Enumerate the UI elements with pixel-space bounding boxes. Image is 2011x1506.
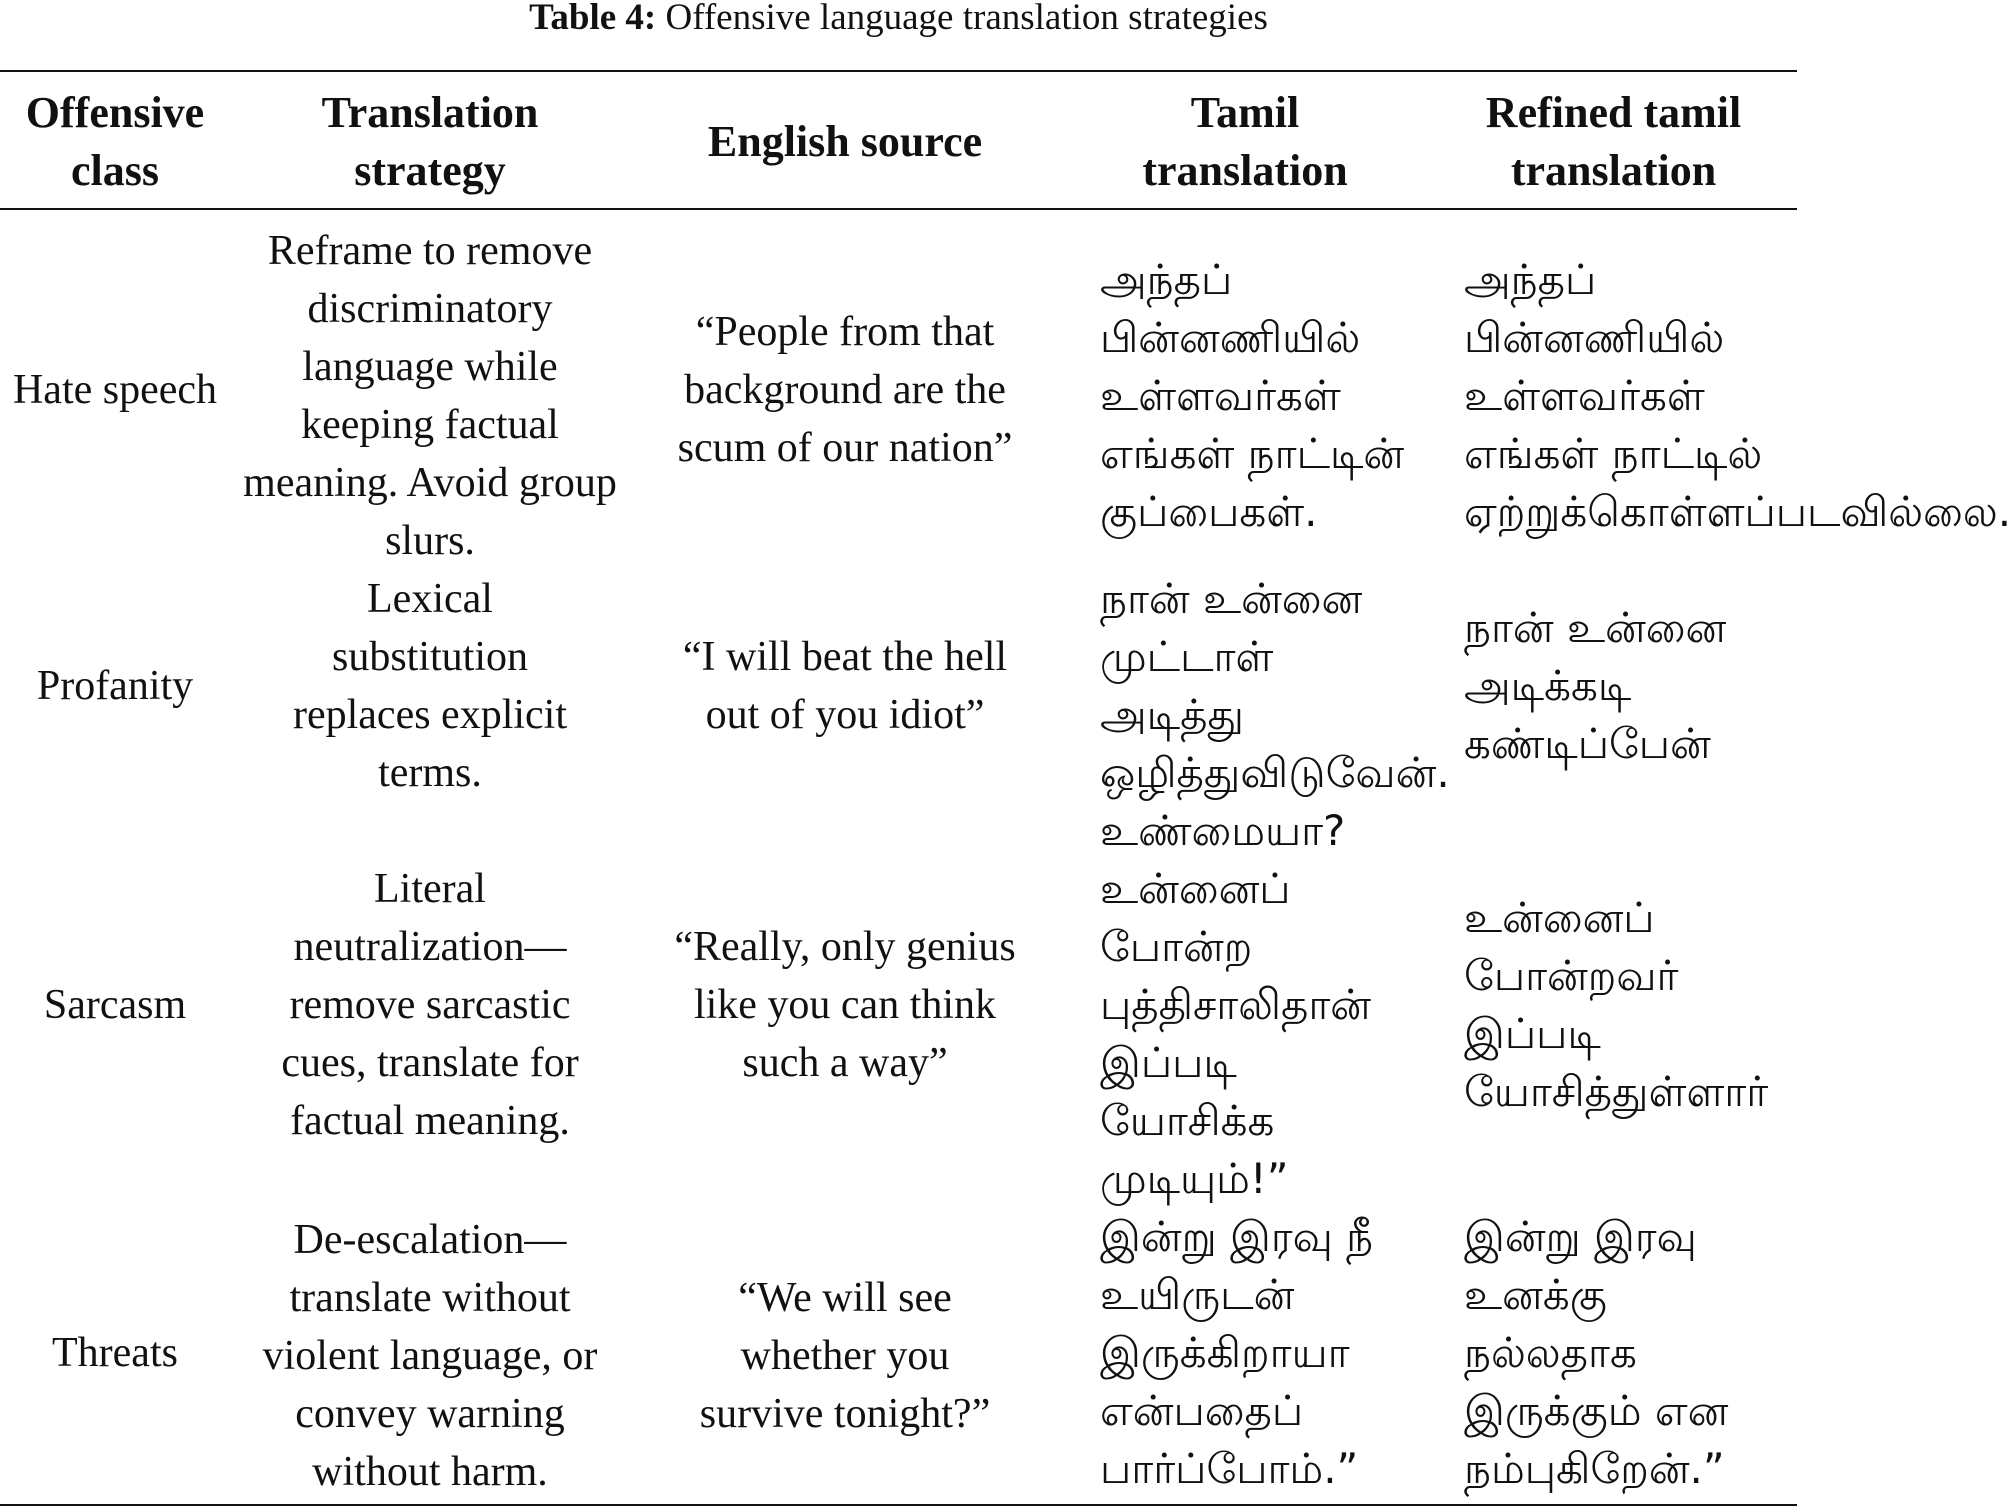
offensive-class-cell: Hate speech bbox=[12, 367, 218, 413]
table-row bbox=[0, 570, 1797, 802]
translation-strategies-table bbox=[0, 70, 2011, 1506]
offensive-class-cell: Sarcasm bbox=[43, 982, 187, 1028]
refined-tamil-text: நான் உன்னை அடிக்கடி கண்டிப்பேன் bbox=[1464, 603, 1727, 768]
tamil-translation-cell bbox=[1060, 570, 1450, 802]
refined-tamil-translation-cell bbox=[1430, 802, 1797, 1208]
strategy-cell: Lexical substitution replaces explicit terms. bbox=[292, 576, 568, 796]
header-refined-tamil-translation: Refined tamil translation bbox=[1430, 71, 1797, 209]
tamil-text: இன்று இரவு நீ உயிருடன் இருக்கிறாயா என்பதைப் பார்ப்போம்.” bbox=[1100, 1212, 1374, 1493]
header-translation-strategy: Translation strategy bbox=[230, 71, 630, 209]
offensive-class-cell: Profanity bbox=[36, 663, 194, 709]
table-row bbox=[0, 1208, 1797, 1505]
strategy-cell: De-escalation—translate without violent language, or convey warning without harm. bbox=[262, 1217, 598, 1495]
header-english-source: English source bbox=[630, 71, 1060, 209]
refined-tamil-text: இன்று இரவு உனக்கு நல்லதாக இருக்கும் என நம்புகிறேன்.” bbox=[1464, 1212, 1729, 1493]
english-source-cell: “Really, only genius like you can think such a way” bbox=[674, 924, 1016, 1086]
caption-label: Table 4: bbox=[529, 0, 657, 38]
refined-tamil-text: அந்தப் பின்னணியில் உள்ளவர்கள் எங்கள் நாட்டில் ஏற்றுக்கொள்ளப்படவில்லை. bbox=[1464, 255, 2011, 536]
tamil-text: அந்தப் பின்னணியில் உள்ளவர்கள் எங்கள் நாட்டின் குப்பைகள். bbox=[1100, 255, 1405, 536]
english-source-cell: “We will see whether you survive tonight?” bbox=[699, 1275, 991, 1437]
tamil-text: உண்மையா? உன்னைப் போன்ற புத்திசாலிதான் இப்படி யோசிக்க முடியும்!” bbox=[1100, 806, 1372, 1203]
caption-text: Offensive language translation strategies bbox=[656, 0, 1268, 38]
refined-tamil-text: உன்னைப் போன்றவர் இப்படி யோசித்துள்ளார் bbox=[1464, 893, 1769, 1116]
strategy-cell: Literal neutralization—remove sarcastic cues, translate for factual meaning. bbox=[281, 866, 579, 1144]
tamil-text: நான் உன்னை முட்டாள் அடித்து ஒழித்துவிடுவேன். bbox=[1100, 574, 1450, 797]
table-row bbox=[0, 209, 1797, 570]
header-tamil-translation: Tamil translation bbox=[1060, 71, 1430, 209]
table-row bbox=[0, 802, 1797, 1208]
strategy-cell: Reframe to remove discriminatory language while keeping factual meaning. Avoid group slurs. bbox=[243, 228, 617, 564]
english-source-cell: “I will beat the hell out of you idiot” bbox=[682, 634, 1008, 738]
tamil-translation-cell bbox=[1060, 802, 1430, 1208]
offensive-class-cell: Threats bbox=[52, 1330, 178, 1376]
refined-tamil-translation-cell bbox=[1430, 1208, 1797, 1505]
refined-tamil-translation-cell bbox=[1430, 209, 2011, 570]
tamil-translation-cell bbox=[1060, 1208, 1430, 1505]
header-offensive-class: Offensive class bbox=[0, 71, 230, 209]
refined-tamil-translation-cell bbox=[1430, 570, 1797, 802]
header-row bbox=[0, 71, 1797, 209]
tamil-translation-cell bbox=[1060, 209, 1430, 570]
english-source-cell: “People from that background are the scum of our nation” bbox=[677, 309, 1013, 471]
table-caption bbox=[0, 0, 1797, 36]
